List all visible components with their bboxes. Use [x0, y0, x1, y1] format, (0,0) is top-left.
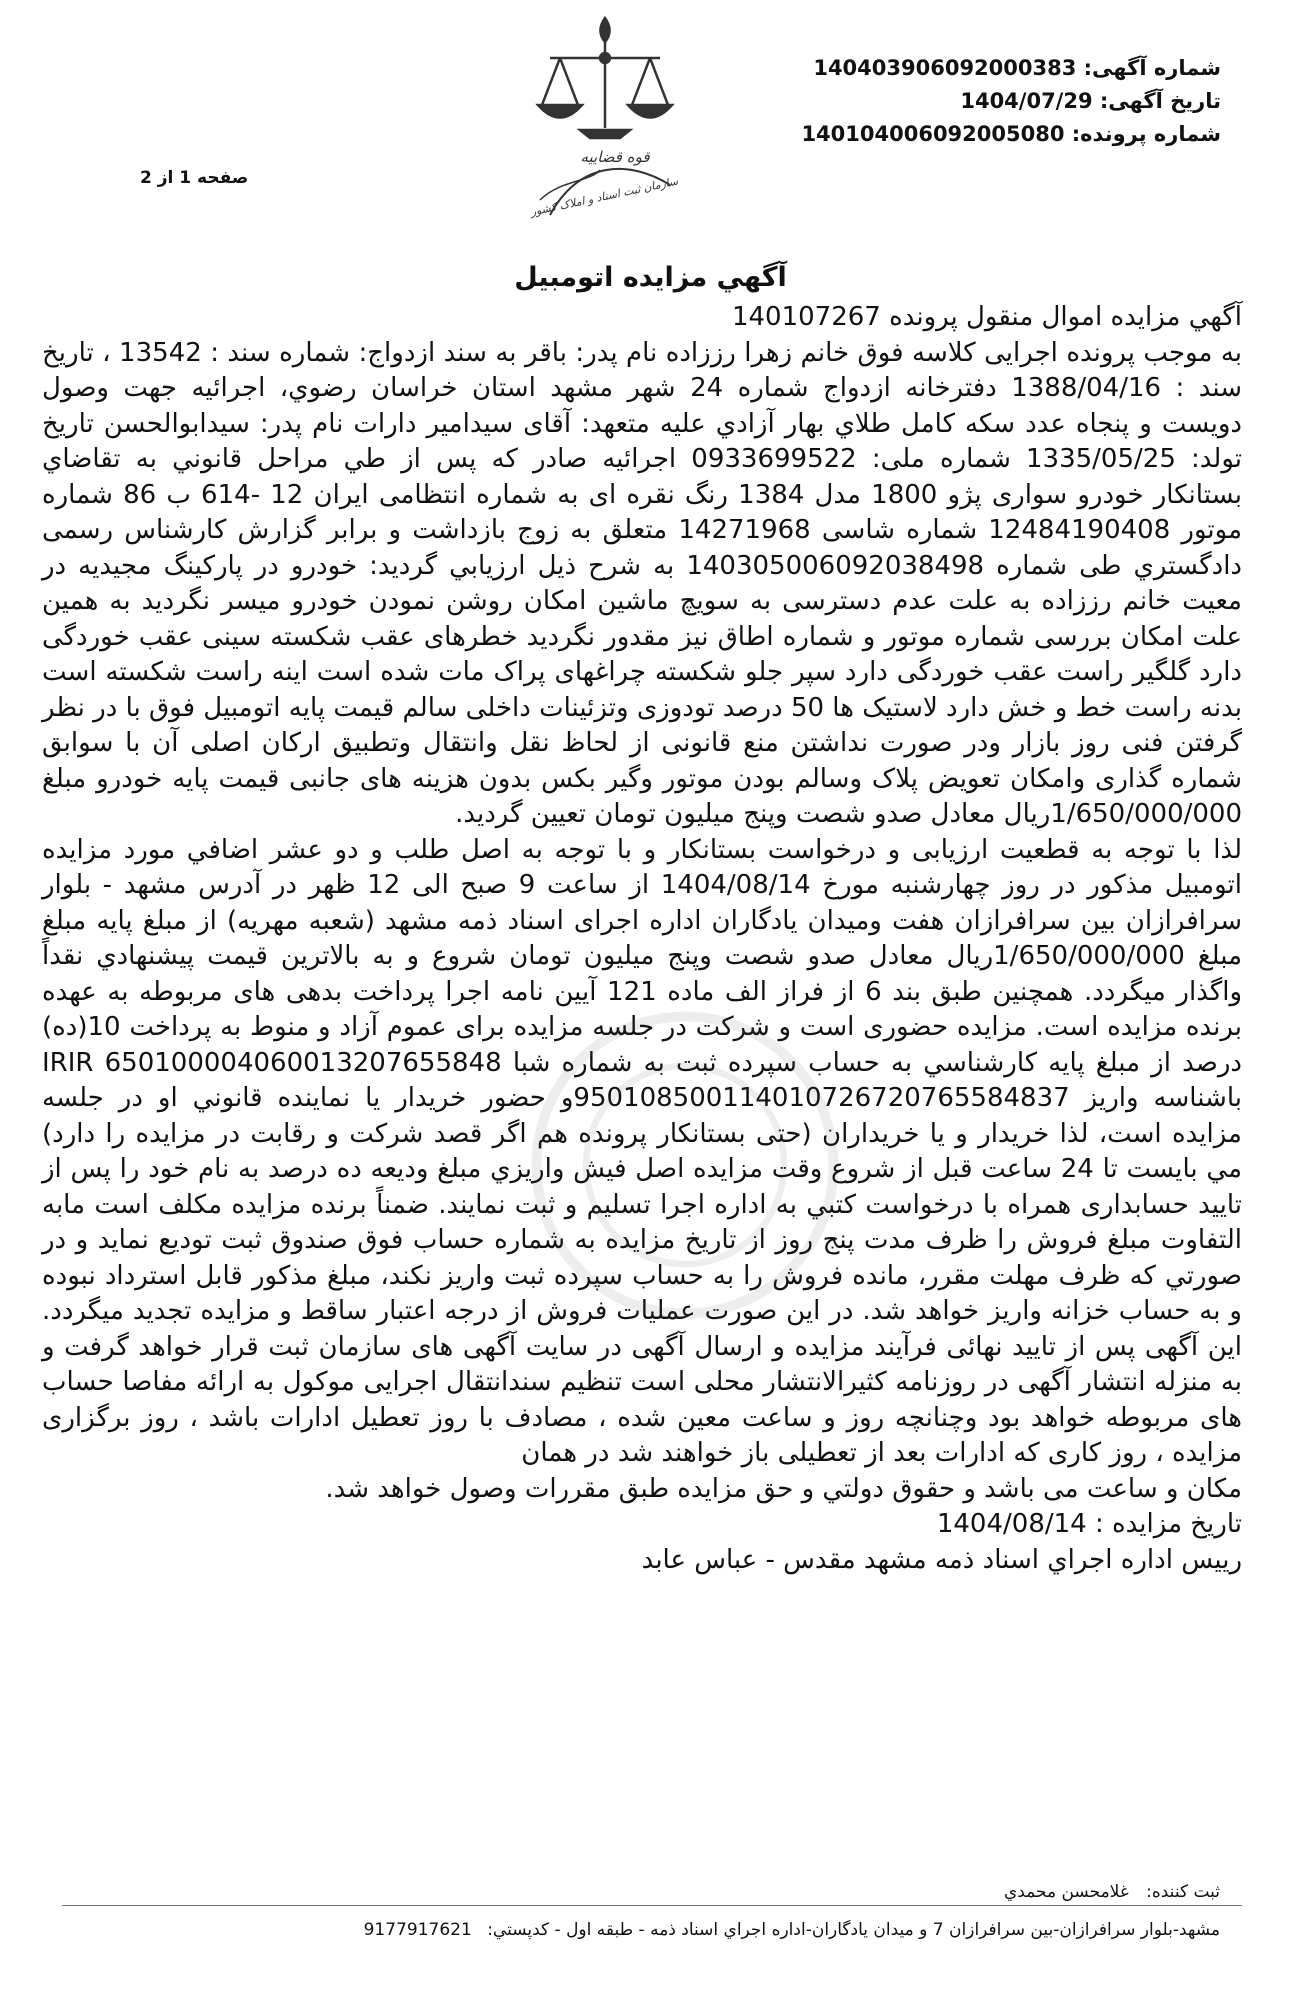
- notice-date-row: [801, 85, 1221, 118]
- office-address: مشهد-بلوار سرافرازان-بين سرافرازان 7 و ميدان يادگاران-اداره اجراي اسناد ذمه - طبقه اول - كدپستي:: [487, 1920, 1220, 1940]
- registrar-name: غلامحسن محمدي: [1003, 1882, 1129, 1902]
- watermark-seal-icon: [520, 1000, 850, 1330]
- postal-code: 9177917621: [363, 1920, 472, 1940]
- notice-number-label: شماره آگهی:: [1083, 56, 1221, 80]
- page-indicator: صفحه 1 از 2: [140, 168, 249, 188]
- judiciary-scales-emblem-icon: [520, 10, 690, 220]
- notice-subtitle: آگهي مزايده اموال منقول پرونده 140107267: [731, 302, 1242, 332]
- case-number: 140104006092005080: [801, 122, 1065, 146]
- case-number-row: [801, 118, 1221, 151]
- notice-number-row: [801, 52, 1221, 85]
- auction-date-line: تاريخ مزايده : 1404/08/14: [936, 1509, 1242, 1539]
- header-info: [801, 52, 1221, 151]
- notice-paragraph-2: لذا با توجه به قطعيت ارزيابی و درخواست بستانكار و با توجه به اصل طلب و دو عشر اضافي مورد مزايده اتومبيل مذكور در روز چهارشنبه مورخ 1404/08/14 از ساعت 9 صبح الی 12 ظهر در آدرس مشهد - بلوار سرافرازان بين سرافرازان هفت وميدان يادگاران اداره اجرای اسناد ذمه مشهد (شعبه مهريه) از مبلغ پايه مبلغ مبلغ 1/650/000/000ريال معادل صدو شصت وپنج ميليون تومان شروع و به بالاترين قيمت پيشنهادي نقداً واگذار ميگردد. همچنين طبق بند 6 از فراز الف ماده 121 آيين نامه اجرا پرداخت بدهی های مربوطه به عهده برنده مزايده است. مزايده حضوری است و شركت در جلسه مزايده برای عموم آزاد و منوط به پرداخت 10(ده) درصد از مبلغ پايه كارشناسي به حساب سپرده ثبت به شماره شبا IRIR 650100004060013207655848 باشناسه واريز 950108500114010726720765584837و حضور خريدار يا نماينده قانوني او در جلسه مزايده است، لذا خريدار و يا خريداران (حتی بستانكار پرونده هم اگر قصد شركت و رقابت در مزايده را دارد) مي بايست تا 24 ساعت قبل از شروع وقت مزايده اصل فيش واريزي مبلغ وديعه ده درصد به نام خود را پس از تاييد حسابداری همراه با درخواست كتبي به اداره اجرا تسليم و ثبت نمايند. ضمناً برنده مزايده مكلف است مابه التفاوت مبلغ فروش را ظرف مدت پنج روز از تاريخ مزايده به شماره حساب فوق صندوق ثبت توديع نمايد و در صورتي كه ظرف مهلت مقرر، مانده فروش را به حساب سپرده ثبت واريز نكند، مبلغ مذكور قابل استرداد نبوده و به حساب خزانه واريز خواهد شد. در اين صورت عمليات فروش از درجه اعتبار ساقط و مزايده تجديد ميگردد. اين آگهی پس از تاييد نهائی فرآيند مزايده و ارسال آگهی در سايت آگهی های سازمان ثبت قرار خواهد گرفت و به منزله انتشار آگهی در روزنامه كثيرالانتشار محلی است تنظيم سندانتقال اجرايی موكول به ارائه مفاصا حساب های مربوطه خواهد بود وچنانچه روز و ساعت معين شده ، مصادف با روز تعطيل ادارات باشد ، روز برگزاری مزايده ، روز كاری كه ادارات بعد از تعطيلی باز خواهند شد در همان: [42, 834, 1243, 1468]
- notice-closing-line: مكان و ساعت می باشد و حقوق دولتي و حق مزايده طبق مقررات وصول خواهد شد.: [325, 1473, 1242, 1504]
- notice-paragraph-1: به موجب پرونده اجرايی كلاسه فوق خانم زهرا رززاده نام پدر: باقر به سند ازدواج: شماره سند : 13542 ، تاريخ سند : 1388/04/16 دفترخانه ازدواج شماره 24 شهر مشهد استان خراسان رضوي، اجرائيه جهت وصول دويست و پنجاه عدد سكه كامل طلاي بهار آزادي عليه متعهد: آقای سيدامير دارات نام پدر: سيدابوالحسن تاريخ تولد: 1335/05/25 شماره ملی: 0933699522 اجرائيه صادر كه پس از طي مراحل قانوني به تقاضاي بستانكار خودرو سواری پژو 1800 مدل 1384 رنگ نقره ای به شماره انتظامی ايران 12 -614 ب 86 شماره موتور 12484190408 شماره شاسی 14271968 متعلق به زوج بازداشت و برابر گزارش كارشناس رسمی دادگستري طی شماره 140305006092038498 به شرح ذيل ارزيابي گرديد: خودرو در پاركينگ مجيديه در معيت خانم رززاده به علت عدم دسترسی به سويچ ماشين امكان روشن نمودن خودرو ميسر نگرديد به همين علت امكان بررسی شماره موتور و شماره اطاق نيز مقدور نگرديد خطرهای عقب شكسته سينی عقب خوردگی دارد گلگير راست عقب خوردگی دارد سپر جلو شكسته چراغهای پراک مات شده است اينه راست شكسته است بدنه راست خط و خش دارد لاستيک ها 50 درصد تودوزی وتزئينات داخلی سالم قيمت پايه اتومبيل فوق با در نظر گرفتن فنی روز بازار ودر صورت نداشتن منع قانونی از لحاظ نقل وانتقال وتطبيق اركان اصلی آن با سوابق شماره گذاری وامكان تعويض پلاک وسالم بودن موتور وگير بكس بدون هزينه های جانبی قيمت پايه خودرو مبلغ 1/650/000/000ريال معادل صدو شصت وپنج ميليون تومان تعيين گرديد.: [42, 337, 1242, 829]
- document-title: آگهي مزايده اتومبيل: [514, 262, 787, 293]
- notice-date: 1404/07/29: [960, 89, 1093, 113]
- registrar-row: [80, 1873, 1220, 1911]
- address-row: [80, 1911, 1220, 1949]
- emblem-logo-text-1: قوه قضاييه: [580, 148, 650, 166]
- notice-body: [42, 300, 1242, 1578]
- emblem-logo-text-2: سازمان ثبت اسناد و املاک کشور: [529, 174, 680, 219]
- case-number-label: شماره پرونده:: [1071, 122, 1221, 146]
- signature-line: رييس اداره اجراي اسناد ذمه مشهد مقدس - عباس عابد: [641, 1544, 1242, 1575]
- registrar-label: ثبت كننده:: [1146, 1882, 1220, 1902]
- notice-number: 140403906092000383: [813, 56, 1077, 80]
- footer: [80, 1873, 1220, 1949]
- notice-date-label: تاریخ آگهی:: [1099, 89, 1221, 113]
